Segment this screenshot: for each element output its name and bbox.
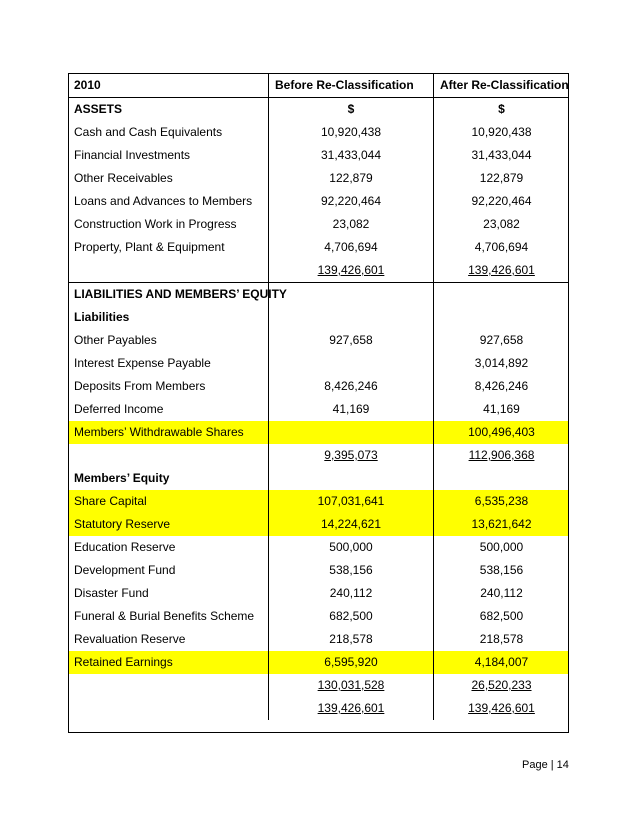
table-row [68, 190, 569, 213]
table-row [68, 375, 569, 398]
page-number: Page | 14 [522, 759, 569, 771]
table-row [68, 536, 569, 559]
row-before-value [269, 352, 434, 375]
row-after-value: 122,879 [479, 171, 524, 185]
table-row [68, 329, 569, 352]
row-after-value: 41,169 [483, 402, 520, 416]
row-label [68, 259, 269, 283]
row-after-value: 8,426,246 [474, 379, 529, 393]
table-row [68, 213, 569, 236]
row-after-value: 26,520,233 [471, 678, 532, 692]
table-row [68, 697, 569, 720]
row-after-value: 682,500 [479, 609, 524, 623]
row-label: Other Receivables [68, 167, 269, 190]
financial-table [68, 73, 569, 720]
row-label: Cash and Cash Equivalents [68, 121, 269, 144]
row-after-value [434, 306, 570, 329]
table-header-row [68, 74, 569, 98]
row-after-value: 927,658 [479, 333, 524, 347]
row-before-value: 4,706,694 [269, 236, 434, 259]
table-row [68, 306, 569, 329]
row-after-value: 13,621,642 [434, 513, 570, 536]
table-row [68, 674, 569, 697]
table-row [68, 352, 569, 375]
row-before-value: 107,031,641 [269, 490, 434, 513]
table-row [68, 259, 569, 283]
row-after-value: 218,578 [479, 632, 524, 646]
table-row [68, 651, 569, 674]
row-label: Liabilities [68, 306, 269, 329]
row-before-value: 122,879 [269, 167, 434, 190]
row-before-value: 23,082 [269, 213, 434, 236]
row-before-value: 139,426,601 [269, 697, 434, 720]
header-year: 2010 [68, 74, 269, 98]
row-label: Construction Work in Progress [68, 213, 269, 236]
row-before-value: 14,224,621 [269, 513, 434, 536]
row-after-value: 4,706,694 [474, 240, 529, 254]
row-label: Other Payables [68, 329, 269, 352]
row-before-value: 31,433,044 [269, 144, 434, 167]
row-after-value: 500,000 [479, 540, 524, 554]
row-after-value: 6,535,238 [434, 490, 570, 513]
row-label: Education Reserve [68, 536, 269, 559]
table-row [68, 236, 569, 259]
row-after-value: 3,014,892 [474, 356, 529, 370]
row-after-value: 31,433,044 [471, 148, 532, 162]
row-before-value: 41,169 [269, 398, 434, 421]
row-label: Statutory Reserve [68, 513, 269, 536]
row-label: Share Capital [68, 490, 269, 513]
row-after-value: 139,426,601 [468, 263, 535, 277]
row-after-value: 240,112 [480, 586, 523, 600]
row-label [68, 697, 269, 720]
table-row [68, 559, 569, 582]
row-label [68, 444, 269, 467]
row-before-value: 500,000 [269, 536, 434, 559]
table-row [68, 628, 569, 651]
row-before-value: 130,031,528 [269, 674, 434, 697]
row-label: Members’ Equity [68, 467, 269, 490]
row-label: Development Fund [68, 559, 269, 582]
table-row [68, 513, 569, 536]
row-before-value: 6,595,920 [269, 651, 434, 674]
header-after: After Re-Classification [434, 74, 570, 98]
row-label: Members’ Withdrawable Shares [68, 421, 269, 444]
row-label: Disaster Fund [68, 582, 269, 605]
table-row [68, 398, 569, 421]
table-row [68, 144, 569, 167]
row-label: Property, Plant & Equipment [68, 236, 269, 259]
table-row [68, 283, 569, 307]
row-before-value [269, 467, 434, 490]
row-before-value: 139,426,601 [269, 259, 434, 283]
row-after-value: 23,082 [483, 217, 520, 231]
row-label: ASSETS [68, 98, 269, 122]
header-before: Before Re-Classification [269, 74, 434, 98]
row-before-value: 92,220,464 [269, 190, 434, 213]
row-label: Funeral & Burial Benefits Scheme [68, 605, 269, 628]
row-after-value: 4,184,007 [434, 651, 570, 674]
table-row [68, 467, 569, 490]
row-after-value: $ [434, 98, 570, 122]
row-before-value: 682,500 [269, 605, 434, 628]
row-before-value: 927,658 [269, 329, 434, 352]
row-after-value: 10,920,438 [471, 125, 532, 139]
row-before-value: 218,578 [269, 628, 434, 651]
row-before-value: 8,426,246 [269, 375, 434, 398]
row-before-value: 9,395,073 [269, 444, 434, 467]
row-label: Financial Investments [68, 144, 269, 167]
table-row [68, 121, 569, 144]
row-label: Deferred Income [68, 398, 269, 421]
row-before-value [269, 306, 434, 329]
table-row [68, 98, 569, 122]
row-before-value: 10,920,438 [269, 121, 434, 144]
row-after-value: 139,426,601 [468, 701, 535, 715]
table-row [68, 421, 569, 444]
row-label: Revaluation Reserve [68, 628, 269, 651]
table-row [68, 444, 569, 467]
row-before-value [269, 421, 434, 444]
row-after-value: 92,220,464 [471, 194, 532, 208]
table-row [68, 167, 569, 190]
row-label: Loans and Advances to Members [68, 190, 269, 213]
row-label [68, 674, 269, 697]
row-before-value: $ [269, 98, 434, 122]
table-row [68, 582, 569, 605]
row-label: LIABILITIES AND MEMBERS’ EQUITY [68, 283, 269, 307]
row-label: Deposits From Members [68, 375, 269, 398]
row-after-value: 538,156 [479, 563, 524, 577]
row-after-value: 112,906,368 [468, 448, 535, 462]
row-before-value: 538,156 [269, 559, 434, 582]
row-after-value [434, 467, 570, 490]
row-before-value [269, 283, 434, 307]
row-before-value: 240,112 [269, 582, 434, 605]
row-label: Interest Expense Payable [68, 352, 269, 375]
row-after-value [434, 283, 570, 307]
row-after-value: 100,496,403 [434, 421, 570, 444]
table-row [68, 490, 569, 513]
table-row [68, 605, 569, 628]
row-label: Retained Earnings [68, 651, 269, 674]
